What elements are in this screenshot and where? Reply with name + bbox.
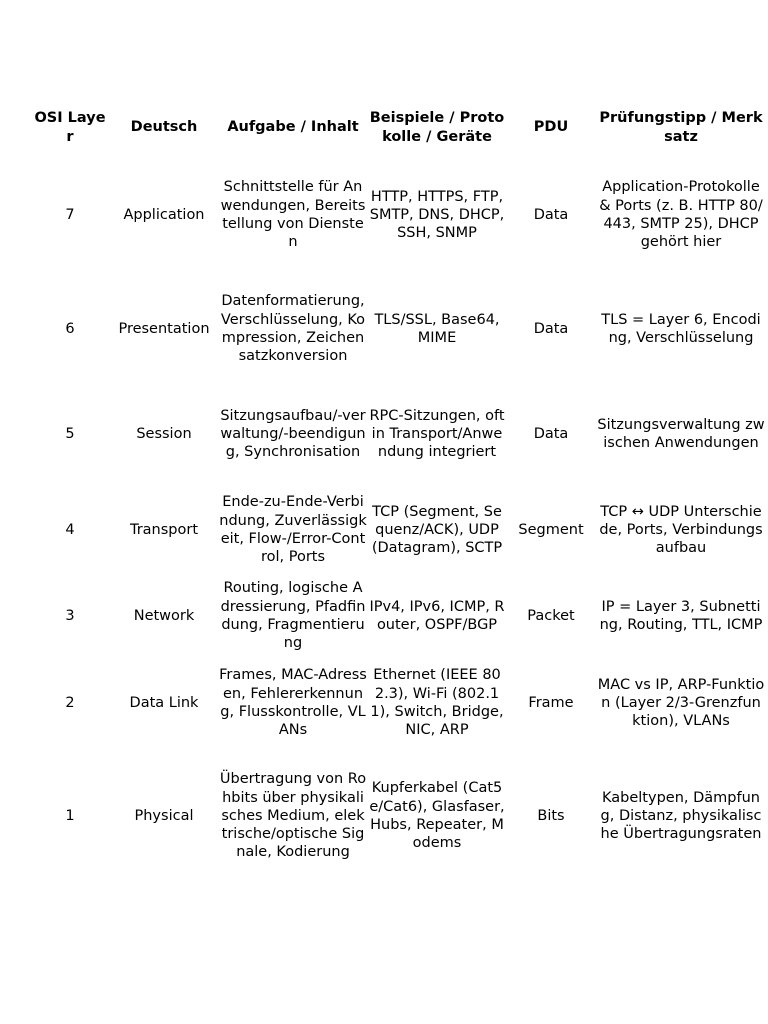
cell-aufgabe: Routing, logische Adressierung, Pfadfindung, Fragmentierung	[220, 580, 366, 652]
cell-pdu: Data	[533, 206, 569, 223]
table-row-layer-2	[30, 656, 766, 750]
cell-pdu: Data	[533, 320, 569, 337]
cell-pruefungstipp: Application-Protokolle & Ports (z. B. HTTP 80/443, SMTP 25), DHCP gehört hier	[599, 179, 763, 251]
cell-pruefungstipp: TCP ↔ UDP Unterschiede, Ports, Verbindungsaufbau	[599, 503, 763, 557]
table-row-layer-1	[30, 750, 766, 882]
cell-pdu: Segment	[518, 521, 584, 538]
cell-layer: 7	[65, 206, 75, 223]
cell-pruefungstipp: MAC vs IP, ARP-Funktion (Layer 2/3-Grenzfunktion), VLANs	[597, 676, 765, 730]
cell-pruefungstipp: Sitzungsverwaltung zwischen Anwendungen	[597, 416, 765, 451]
cell-aufgabe: Übertragung von Rohbits über physikalisches Medium, elektrische/optische Signale, Kodierung	[219, 771, 367, 861]
table-row-layer-4	[30, 484, 766, 576]
cell-aufgabe: Ende-zu-Ende-Verbindung, Zuverlässigkeit, Flow-/Error-Control, Ports	[219, 494, 367, 566]
cell-pdu: Data	[533, 425, 569, 442]
cell-layer: 4	[65, 521, 75, 538]
cell-beispiele: RPC-Sitzungen, oft in Transport/Anwendung integriert	[369, 407, 505, 461]
cell-beispiele: IPv4, IPv6, ICMP, Router, OSPF/BGP	[369, 598, 505, 633]
header-aufgabe: Aufgabe / Inhalt	[227, 119, 359, 136]
cell-deutsch: Physical	[134, 807, 194, 824]
cell-aufgabe: Sitzungsaufbau/-verwaltung/-beendigung, Synchronisation	[220, 407, 366, 461]
cell-pdu: Frame	[528, 694, 574, 711]
table-row-layer-6	[30, 274, 766, 384]
cell-pdu: Packet	[527, 607, 575, 624]
cell-deutsch: Session	[136, 425, 192, 442]
header-pruefungstipp: Prüfungstipp / Merksatz	[599, 110, 763, 145]
header-osi-layer: OSI Layer	[34, 110, 106, 145]
cell-layer: 5	[65, 425, 75, 442]
osi-model-table	[30, 99, 766, 882]
cell-layer: 1	[65, 807, 75, 824]
cell-beispiele: Ethernet (IEEE 802.3), Wi-Fi (802.11), Switch, Bridge, NIC, ARP	[370, 667, 504, 739]
cell-pruefungstipp: IP = Layer 3, Subnetting, Routing, TTL, ICMP	[599, 598, 763, 633]
cell-pruefungstipp: TLS = Layer 6, Encoding, Verschlüsselung	[601, 311, 761, 346]
cell-beispiele: HTTP, HTTPS, FTP, SMTP, DNS, DHCP, SSH, SNMP	[369, 188, 505, 242]
cell-aufgabe: Frames, MAC-Adressen, Fehlererkennung, Flusskontrolle, VLANs	[219, 667, 367, 739]
cell-layer: 2	[65, 694, 75, 711]
cell-pruefungstipp: Kabeltypen, Dämpfung, Distanz, physikalische Übertragungsraten	[600, 789, 762, 843]
cell-beispiele: TLS/SSL, Base64, MIME	[374, 311, 500, 346]
table-body	[30, 156, 766, 882]
cell-beispiele: TCP (Segment, Sequenz/ACK), UDP (Datagram), SCTP	[371, 503, 503, 557]
cell-pdu: Bits	[537, 807, 565, 824]
cell-layer: 3	[65, 607, 75, 624]
header-beispiele: Beispiele / Protokolle / Geräte	[369, 110, 505, 145]
cell-layer: 6	[65, 320, 75, 337]
cell-beispiele: Kupferkabel (Cat5e/Cat6), Glasfaser, Hubs, Repeater, Modems	[369, 780, 505, 852]
cell-deutsch: Transport	[129, 521, 199, 538]
cell-deutsch: Application	[123, 206, 205, 223]
header-pdu: PDU	[533, 119, 569, 136]
table-row-layer-7	[30, 156, 766, 274]
cell-aufgabe: Schnittstelle für Anwendungen, Bereitstellung von Diensten	[220, 179, 366, 251]
table-row-layer-3	[30, 576, 766, 656]
table-row-layer-5	[30, 384, 766, 484]
cell-deutsch: Network	[133, 607, 195, 624]
table-header	[30, 99, 766, 156]
cell-deutsch: Data Link	[129, 694, 199, 711]
cell-aufgabe: Datenformatierung, Verschlüsselung, Kompression, Zeichensatzkonversion	[220, 293, 366, 365]
header-row	[30, 99, 766, 156]
cell-deutsch: Presentation	[118, 320, 210, 337]
header-deutsch: Deutsch	[130, 119, 198, 136]
